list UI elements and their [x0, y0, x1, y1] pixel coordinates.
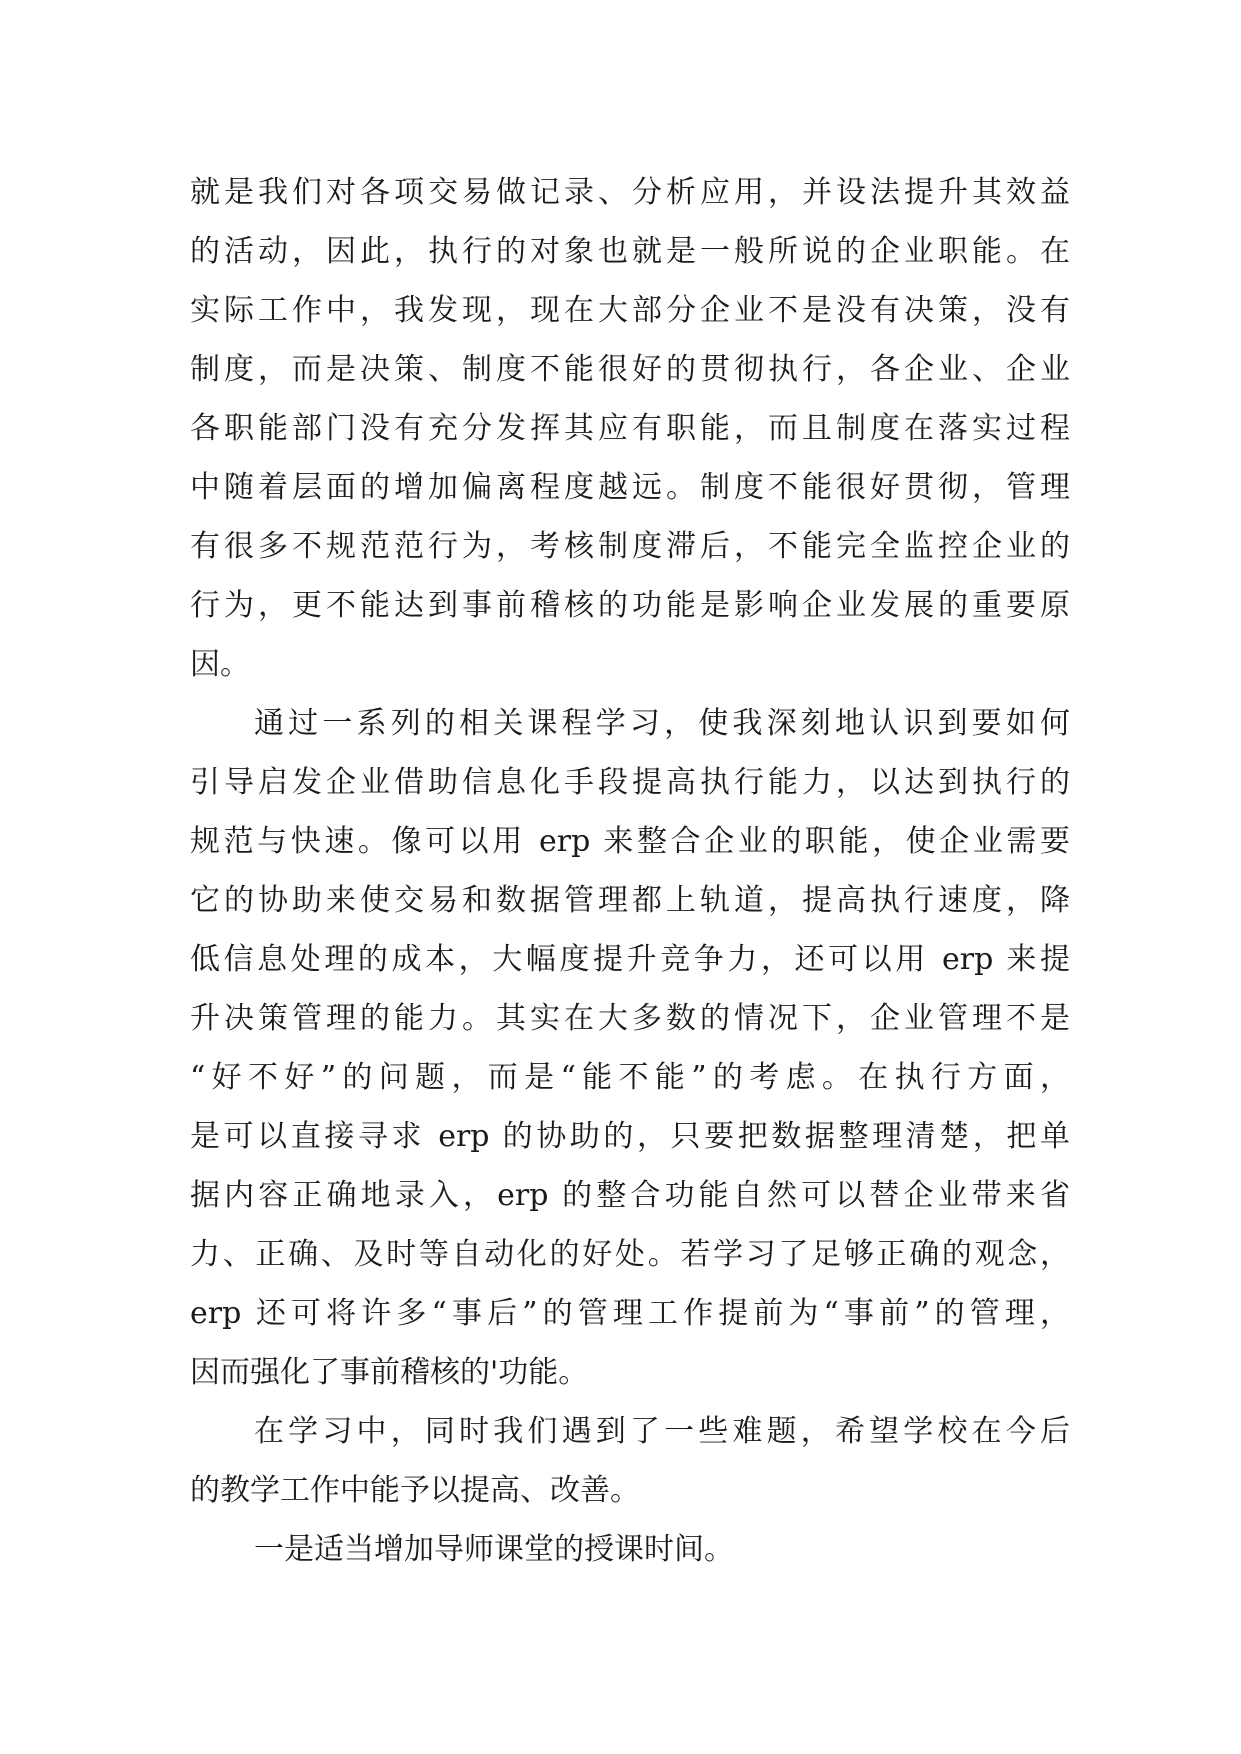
- text-line: 的活动，因此，执行的对象也就是一般所说的企业职能。在: [190, 234, 1070, 269]
- text-line: 的教学工作中能予以提高、改善。: [190, 1473, 640, 1508]
- body-text: [190, 163, 1070, 1579]
- text-line: 一是适当增加导师课堂的授课时间。: [254, 1532, 734, 1567]
- text-line: 有很多不规范范行为，考核制度滞后，不能完全监控企业的: [190, 529, 1070, 564]
- text-line: 中随着层面的增加偏离程度越远。制度不能很好贯彻，管理: [190, 470, 1070, 505]
- text-line: 制度，而是决策、制度不能很好的贯彻执行，各企业、企业: [190, 352, 1070, 387]
- text-line: 因。: [190, 647, 250, 682]
- text-line: 力、正确、及时等自动化的好处。若学习了足够正确的观念，: [190, 1237, 1070, 1272]
- paragraph-1: [190, 163, 1070, 694]
- text-line: 就是我们对各项交易做记录、分析应用，并设法提升其效益: [190, 175, 1070, 210]
- text-line: 在学习中，同时我们遇到了一些难题，希望学校在今后: [254, 1414, 1070, 1449]
- text-line: 规范与快速。像可以用 erp 来整合企业的职能，使企业需要: [190, 824, 1070, 859]
- text-line: 据内容正确地录入，erp 的整合功能自然可以替企业带来省: [190, 1178, 1070, 1213]
- text-line: 实际工作中，我发现，现在大部分企业不是没有决策，没有: [190, 293, 1070, 328]
- paragraph-2: [190, 694, 1070, 1402]
- text-line: 是可以直接寻求 erp 的协助的，只要把数据整理清楚，把单: [190, 1119, 1070, 1154]
- paragraph-3: [190, 1402, 1070, 1520]
- paragraph-4: [190, 1520, 1070, 1579]
- text-line: 因而强化了事前稽核的'功能。: [190, 1355, 589, 1390]
- text-line: 通过一系列的相关课程学习，使我深刻地认识到要如何: [254, 706, 1070, 741]
- text-line: 各职能部门没有充分发挥其应有职能，而且制度在落实过程: [190, 411, 1070, 446]
- text-line: 行为，更不能达到事前稽核的功能是影响企业发展的重要原: [190, 588, 1070, 623]
- text-line: “好不好”的问题，而是“能不能”的考虑。在执行方面，: [190, 1060, 1070, 1095]
- text-line: 引导启发企业借助信息化手段提高执行能力，以达到执行的: [190, 765, 1070, 800]
- text-line: erp 还可将许多“事后”的管理工作提前为“事前”的管理，: [190, 1296, 1070, 1331]
- text-line: 它的协助来使交易和数据管理都上轨道，提高执行速度，降: [190, 883, 1070, 918]
- text-line: 低信息处理的成本，大幅度提升竞争力，还可以用 erp 来提: [190, 942, 1070, 977]
- text-line: 升决策管理的能力。其实在大多数的情况下，企业管理不是: [190, 1001, 1070, 1036]
